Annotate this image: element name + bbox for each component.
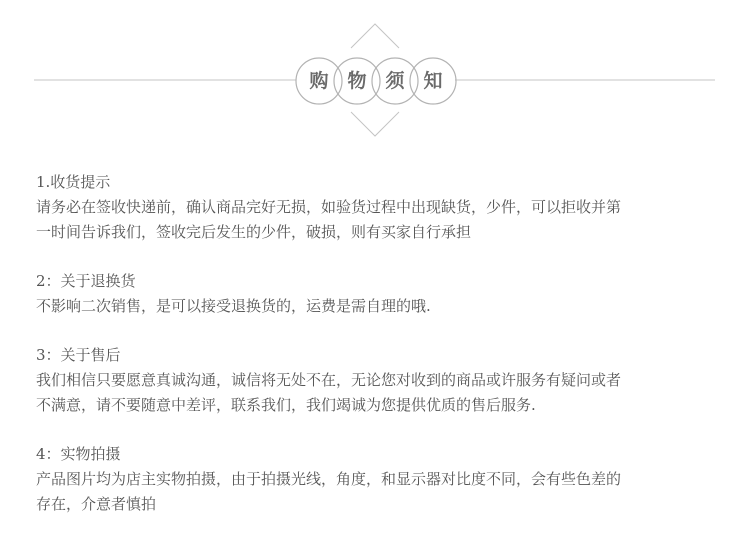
section-after-sales [36,343,716,418]
bottom-chevron-icon [351,112,399,136]
top-chevron-icon [351,24,399,48]
title-char-1: 购 [309,70,329,92]
title-char-3: 须 [385,70,405,92]
section-text-line: 一时间告诉我们，签收完后发生的少件，破损，则有买家自行承担 [36,223,472,241]
section-text-line: 产品图片均为店主实物拍摄，由于拍摄光线，角度，和显示器对比度不同，会有些色差的 [36,470,622,488]
section-title: 4：实物拍摄 [36,445,121,463]
section-text-line: 存在，介意者慎拍 [36,495,157,513]
section-receiving [36,170,716,245]
section-title: 2：关于退换货 [36,272,136,290]
section-text-line: 不满意，请不要随意中差评，联系我们，我们竭诚为您提供优质的售后服务. [36,396,536,414]
section-text-line: 请务必在签收快递前，确认商品完好无损，如验货过程中出现缺货，少件，可以拒收并第 [36,198,622,216]
section-text-line: 不影响二次销售，是可以接受退换货的，运费是需自理的哦. [36,297,431,315]
section-returns [36,269,716,319]
section-title: 1.收货提示 [36,173,111,191]
notice-header [0,0,750,150]
section-photos [36,442,716,517]
section-text-line: 我们相信只要愿意真诚沟通，诚信将无处不在，无论您对收到的商品或许服务有疑问或者 [36,371,622,389]
title-char-2: 物 [347,70,367,92]
notice-content [36,170,716,541]
title-char-4: 知 [423,70,443,92]
section-title: 3：关于售后 [36,346,121,364]
